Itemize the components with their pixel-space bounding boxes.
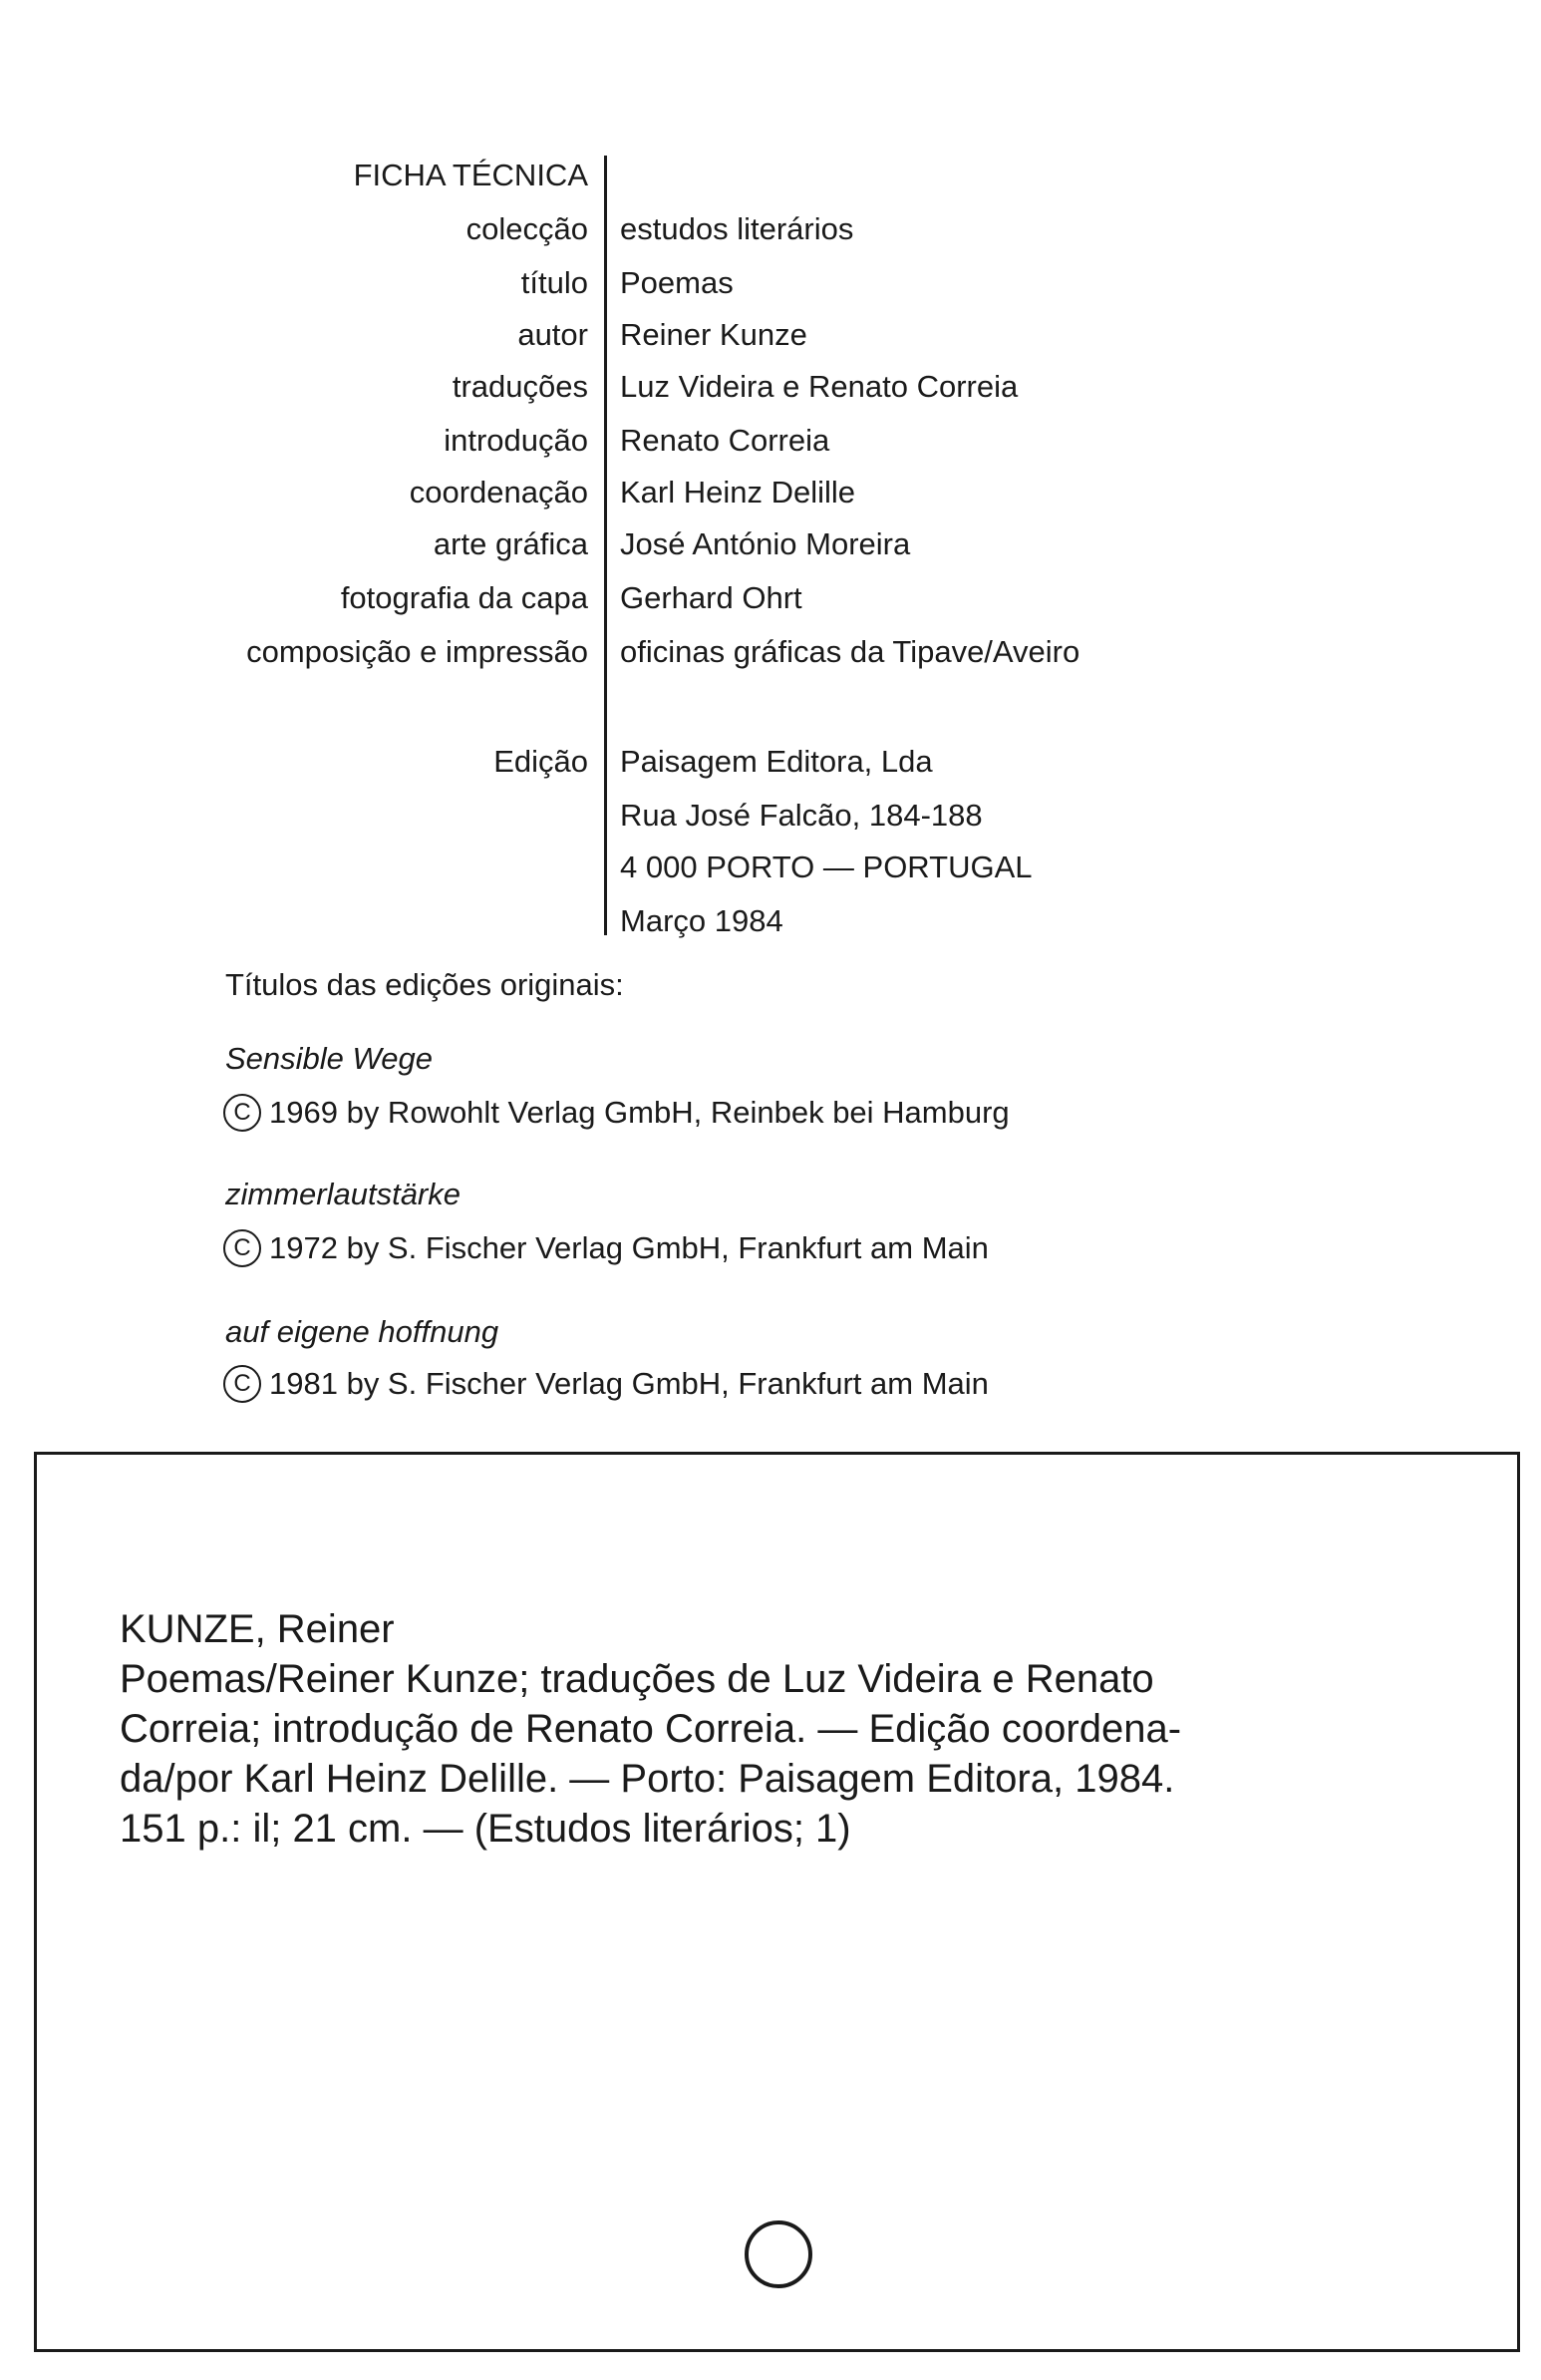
catalogue-card [34,1452,1520,2352]
ficha-row-composicao [0,626,1541,678]
copyright-line [223,1222,989,1274]
ficha-row-traducoes [0,361,1541,413]
ficha-value: Poemas [620,265,734,300]
ficha-value: José António Moreira [620,526,911,561]
ficha-value: Reiner Kunze [620,317,807,352]
ficha-label: colecção [465,211,588,246]
ficha-row-address [0,790,1541,842]
work-title: auf eigene hoffnung [225,1314,499,1349]
catalogue-line: Poemas/Reiner Kunze; traduções de Luz Videira e Renato [120,1657,1154,1701]
copyright-text: 1972 by S. Fischer Verlag GmbH, Frankfurt am Main [269,1230,989,1265]
ficha-row-fotografia [0,572,1541,624]
ficha-label: título [520,265,588,300]
ficha-value: oficinas gráficas da Tipave/Aveiro [620,634,1080,669]
catalogue-line: da/por Karl Heinz Delille. — Porto: Paisagem Editora, 1984. [120,1757,1175,1801]
catalogue-author: KUNZE, Reiner [120,1607,395,1651]
copyright-text: 1969 by Rowohlt Verlag GmbH, Reinbek bei Hamburg [269,1095,1010,1130]
ficha-row-city [0,842,1541,893]
copyright-icon: C [223,1365,261,1403]
edicao-city: 4 000 PORTO — PORTUGAL [620,850,1033,884]
ficha-label: autor [517,317,588,352]
ficha-label: coordenação [409,475,588,510]
work-title: Sensible Wege [225,1041,433,1076]
edicao-publisher: Paisagem Editora, Lda [620,744,933,779]
ficha-heading-row [0,150,1541,201]
catalogue-entry [120,1604,1296,1854]
edicao-address: Rua José Falcão, 184-188 [620,798,983,833]
ficha-row-date [0,895,1541,947]
edicao-label: Edição [493,744,588,779]
ficha-row-colleccao [0,203,1541,255]
ficha-value: Renato Correia [620,423,830,458]
copyright-icon: C [223,1094,261,1132]
copyright-text: 1981 by S. Fischer Verlag GmbH, Frankfurt am Main [269,1366,989,1401]
catalogue-line: 151 p.: il; 21 cm. — (Estudos literários; 1) [120,1807,851,1851]
ficha-row-introducao [0,415,1541,467]
ficha-row-titulo [0,257,1541,309]
ficha-row-autor [0,309,1541,361]
ficha-heading: FICHA TÉCNICA [353,158,588,192]
copyright-icon: C [223,1229,261,1267]
ficha-label: composição e impressão [246,634,588,669]
original-titles-heading: Títulos das edições originais: [225,967,624,1002]
ficha-value: Karl Heinz Delille [620,475,856,510]
ficha-value: estudos literários [620,211,854,246]
card-hole-circle [745,2220,812,2288]
edicao-date: Março 1984 [620,903,783,938]
ficha-row-coordenacao [0,467,1541,518]
ficha-label: fotografia da capa [340,580,588,615]
ficha-label: traduções [452,369,588,404]
ficha-row-arte-grafica [0,518,1541,570]
ficha-row-edicao [0,736,1541,788]
copyright-line [223,1358,989,1410]
catalogue-line: Correia; introdução de Renato Correia. — Edição coordena- [120,1707,1182,1751]
ficha-value: Luz Videira e Renato Correia [620,369,1019,404]
ficha-value: Gerhard Ohrt [620,580,802,615]
ficha-label: introdução [444,423,588,458]
ficha-label: arte gráfica [433,526,588,561]
work-title: zimmerlautstärke [225,1177,461,1211]
copyright-line [223,1087,1010,1139]
